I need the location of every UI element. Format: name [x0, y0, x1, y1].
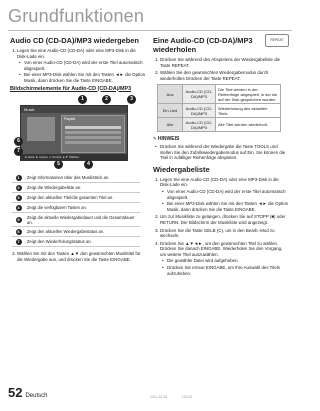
callout-6: 6 — [14, 137, 23, 146]
legend-number: 3 — [17, 194, 20, 200]
screen-title: Musik — [21, 106, 127, 113]
bullet: • Die gewählte Datei wird aufgehoben. — [167, 258, 289, 264]
legend-number: 5 — [17, 216, 20, 222]
play-steps-cont — [10, 251, 146, 262]
playlist-row — [65, 136, 121, 139]
playlist-step-1 — [160, 177, 289, 213]
note-icon: ✎ — [153, 136, 158, 142]
playlist-step-2: 2. Um zur Musikliste zu gelangen, drücken Sie auf STOPP (■) oder RETURN. Der Bildschirm der Musikliste wird angezeigt. — [160, 214, 289, 225]
play-steps — [10, 48, 146, 84]
playlist-step-1-bullets — [160, 189, 289, 212]
playlist-step-4 — [160, 241, 289, 277]
legend-number: 4 — [17, 204, 20, 210]
play-step-1-text: Legen Sie eine Audio-CD (CD-DA) oder eine MP3-Disk in die Disk-Lade ein. — [17, 48, 136, 59]
hint-label: HINWEIS — [157, 136, 180, 143]
chapter-title: Grundfunktionen — [8, 6, 145, 26]
page-number: 52 — [8, 385, 23, 400]
legend-number: 2 — [17, 184, 20, 190]
playlist-step-4-text: Drücken Sie ▲▼◄►, um den gewünschten Titel zu wählen. Drücken Sie danach EINGABE. Wiederholen Sie den Vorgang, um weitere Titel auszuwählen. — [160, 240, 283, 257]
hint-item: • Drücken Sie während der Wiedergabe die Taste TOOLS und stellen Sie den Zufallswiedergabemodus auf Ein. Sie können die Titel in zufälliger Reihenfolge abspielen. — [160, 144, 289, 161]
bullet: • Von einer Audio-CD (CD-DA) wird der erste Titel automatisch abgespielt. — [24, 60, 146, 71]
legend-number: 1 — [17, 174, 20, 180]
playlist-row — [65, 126, 121, 129]
screen-elements-heading: Bildschirmelemente für Audio-CD (CD-DA)/MP3 — [10, 85, 132, 92]
legend-text: Zeigt die aktuelle Wiedergabedauer und die Gesamtdauer an. — [25, 213, 140, 227]
playlist-row — [65, 141, 121, 144]
repeat-mode-icon: Alle — [158, 118, 183, 132]
print-time: 1:00:22 — [181, 395, 193, 399]
playlist-panel — [61, 115, 125, 153]
page-language: Deutsch — [25, 393, 48, 399]
print-stamp — [150, 395, 206, 399]
callout-7: 7 — [14, 147, 23, 156]
callout-legend — [12, 173, 140, 247]
legend-row — [12, 193, 140, 203]
panel-title: Playlist — [64, 117, 76, 122]
repeat-heading-wrap — [153, 36, 289, 54]
screen-nav-hints: ◄ Seite ► Option ↩ Zurück ▲▼ Wählen — [21, 154, 127, 160]
repeat-mode-label: Audio-CD (CD-DA)/MP3 — [183, 118, 216, 132]
bullet: • Drücken Sie erneut EINGABE, um Ihre Auswahl des Titels aufzuheben. — [167, 265, 289, 276]
callout-5: 5 — [54, 160, 63, 169]
legend-row — [12, 173, 140, 183]
legend-number: 7 — [17, 238, 20, 244]
album-art-placeholder — [27, 117, 55, 141]
legend-text: Zeigt den Wiederholungsstatus an. — [25, 237, 140, 247]
playlist-row — [65, 131, 121, 134]
legend-row — [12, 237, 140, 247]
playlist-step-3: 3. Drücken Sie die Taste GELB (C), um in den Bearb.-Mod zu wechseln. — [160, 228, 289, 239]
callout-3: 3 — [127, 95, 136, 104]
bullet: • Bei einer MP3-Disk wählen Sie mit den Tasten ◄► die Option Musik, dann drücken Sie die Taste EINGABE. — [167, 201, 289, 212]
legend-row — [12, 213, 140, 227]
repeat-mode-desc: Alle Titel werden wiederholt. — [216, 118, 281, 132]
screen-illustration — [14, 95, 138, 169]
legend-row — [12, 203, 140, 213]
legend-text: Zeigt Informationen über das Musikstück an. — [25, 173, 140, 183]
repeat-step-1: 1. Drücken Sie während des Abspielens der Wiedergabeliste die Taste REPEAT. — [160, 57, 289, 68]
playlist-steps — [153, 177, 289, 277]
right-column — [153, 36, 289, 278]
play-step-1 — [17, 48, 146, 84]
playlist-step-1-text: Legen Sie eine Audio-CD (CD-DA) oder eine MP3-Disk in die Disk-Lade ein. — [160, 176, 279, 188]
repeat-mode-icon: Ein Lied — [158, 104, 183, 118]
legend-number: 6 — [17, 228, 20, 234]
repeat-mode-icon: Aus — [158, 85, 183, 104]
repeat-mode-label: Audio-CD (CD-DA)/MP3 — [183, 104, 216, 118]
callout-1: 1 — [78, 95, 87, 104]
repeat-mode-desc: Wiederholung des aktuellen Titels. — [216, 104, 281, 118]
page-footer — [8, 384, 47, 402]
hint-list — [153, 144, 289, 161]
play-step-1-bullets — [17, 60, 146, 83]
repeat-mode-table — [157, 84, 281, 132]
header-rule — [8, 30, 292, 31]
legend-text: Zeigt den aktuellen Titel/die gesamten Titel an. — [25, 193, 140, 203]
section-heading-repeat: Eine Audio-CD (CD-DA)/MP3 wiederholen — [153, 36, 253, 54]
repeat-row — [158, 118, 281, 132]
legend-text: Zeigt die Wiedergabeliste an. — [25, 183, 140, 193]
left-column — [10, 36, 146, 264]
legend-text: Zeigt den aktuellen Wiedergabestatus an. — [25, 227, 140, 237]
repeat-row — [158, 104, 281, 118]
repeat-step-2: 2. Wählen Sie den gewünschten Wiedergabemodus durch wiederholtes Drücken der Taste REPEAT. — [160, 70, 289, 81]
section-heading-play: Audio CD (CD-DA)/MP3 wiedergeben — [10, 36, 139, 45]
print-date: 2011-12-26 — [150, 395, 168, 399]
bullet: • Von einer Audio-CD (CD-DA) wird der erste Titel automatisch abgespielt. — [167, 189, 289, 200]
bullet: • Bei einer MP3-Disk wählen Sie mit den Tasten ◄► die Option Musik, dann drücken Sie die Taste EINGABE. — [24, 72, 146, 83]
callout-4: 4 — [84, 160, 93, 169]
repeat-button-icon: REPEAT — [265, 34, 289, 47]
play-step-2: 2. Wählen Sie mit den Tasten ▲▼ den gewünschten Musiktitel für die Wiedergabe aus, und drücken Sie die Taste EINGABE. — [17, 251, 146, 262]
hint-box — [153, 136, 289, 160]
repeat-row — [158, 85, 281, 104]
section-heading-playlist: Wiedergabeliste — [153, 164, 210, 174]
playlist-step-4-bullets — [160, 258, 289, 276]
legend-row — [12, 183, 140, 193]
legend-text: Zeigt die verfügbaren Tasten an. — [25, 203, 140, 213]
tv-screen — [20, 105, 128, 161]
repeat-mode-desc: Die Titel werden in der Reihenfolge abgespielt, in der sie auf der Disk gespeichert wurden. — [216, 85, 281, 104]
repeat-steps — [153, 57, 289, 81]
legend-row — [12, 227, 140, 237]
repeat-mode-label: Audio-CD (CD-DA)/MP3 — [183, 85, 216, 104]
callout-2: 2 — [102, 95, 111, 104]
